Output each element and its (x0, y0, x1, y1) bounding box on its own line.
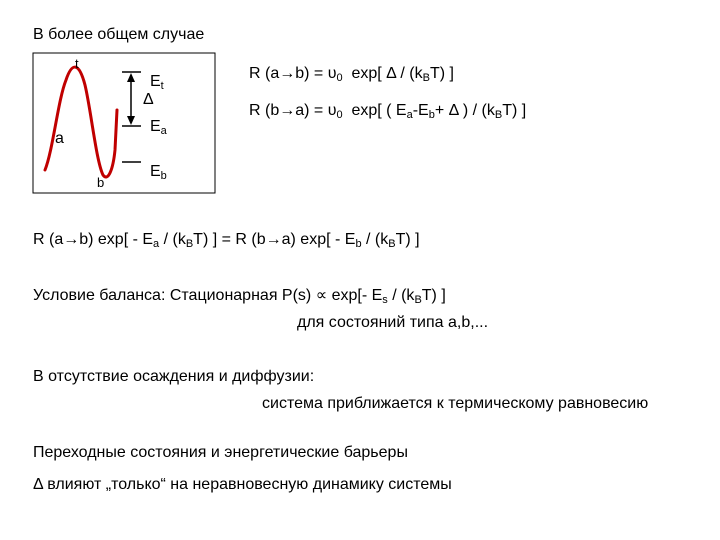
label-b: b (97, 175, 105, 190)
condition-p2: / (k (387, 287, 415, 304)
diagram-frame (33, 53, 215, 193)
balance-condition-line2: для состояний типа a,b,... (297, 314, 489, 331)
rate-ab-rhs2: T) ] (429, 65, 454, 82)
balance-p4: / (k (361, 231, 389, 248)
rate-ba-p3: + Δ ) / (k (434, 102, 495, 119)
rate-ab-formula (249, 65, 454, 87)
rate-ba-s3: B (494, 109, 503, 121)
rate-ab-nu-sub: 0 (336, 72, 343, 84)
delta-symbol: Δ (143, 91, 154, 108)
condition-s2: B (414, 294, 422, 306)
rate-ba-formula (249, 102, 526, 124)
label-a: a (55, 130, 64, 147)
level-ea-main: E (150, 118, 161, 135)
level-label-eb (150, 163, 167, 185)
delta-arrow-head-up (127, 73, 135, 82)
rate-ab-k-sub: B (422, 72, 430, 84)
balance-s2: B (185, 238, 194, 250)
rate-ab-lhs: R (a→b) = υ (249, 65, 337, 82)
level-et-sub: t (160, 80, 164, 92)
level-eb-main: E (150, 163, 161, 180)
level-label-et (150, 73, 164, 95)
condition-p3: T) ] (421, 287, 446, 304)
rate-ba-s1: a (406, 109, 413, 121)
rate-ba-p4: T) ] (502, 102, 527, 119)
balance-s3: b (355, 238, 362, 250)
condition-s1: s (382, 294, 388, 306)
balance-p1: R (a→b) exp[ - E (33, 231, 154, 248)
rate-ba-p2: -E (412, 102, 429, 119)
balance-p3: T) ] = R (b→a) exp[ - E (193, 231, 356, 248)
balance-equation (33, 231, 420, 253)
balance-s4: B (388, 238, 396, 250)
rate-ba-lhs: R (b→a) = υ (249, 102, 337, 119)
heading: В более общем случае (33, 26, 205, 43)
no-deposition-line1: В отсутствие осаждения и диффузии: (33, 368, 315, 385)
transition-line1: Переходные состояния и энергетические барьеры (33, 444, 408, 461)
level-label-ea (150, 118, 167, 140)
rate-ab-rhs1: exp[ Δ / (k (351, 65, 423, 82)
condition-p1: Условие баланса: Стационарная P(s) ∝ exp[- E (33, 287, 383, 304)
potential-curve (45, 67, 117, 177)
label-t: t (75, 56, 79, 71)
rate-ba-s2: b (428, 109, 435, 121)
level-ea-sub: a (160, 125, 167, 137)
balance-p5: T) ] (395, 231, 420, 248)
level-eb-sub: b (160, 170, 167, 182)
balance-p2: / (k (159, 231, 186, 248)
transition-line2: Δ влияют „только“ на неравновесную динамику системы (33, 476, 452, 493)
rate-ba-p1: exp[ ( E (351, 102, 407, 119)
rate-ba-nu-sub: 0 (336, 109, 343, 121)
balance-condition (33, 287, 446, 309)
delta-arrow-head-down (127, 116, 135, 125)
level-et-main: E (150, 73, 161, 90)
no-deposition-line2: система приближается к термическому равновесию (262, 395, 649, 412)
balance-s1: a (153, 238, 160, 250)
